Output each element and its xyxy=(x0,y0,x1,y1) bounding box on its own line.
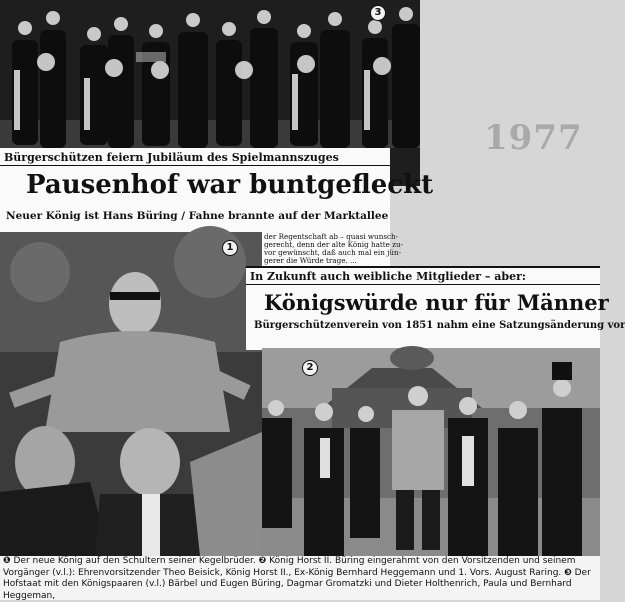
article-one-subhead: Neuer König ist Hans Büring / Fahne brannte auf der Marktallee xyxy=(6,210,389,222)
article-one-snippet xyxy=(262,232,404,268)
article-one-kicker: Bürgerschützen feiern Jubiläum des Spielmannszuges xyxy=(4,151,339,164)
caption-number-2: ❷ xyxy=(258,556,267,566)
king-shoulders-photo xyxy=(0,232,262,556)
caption-text-1: Der neue König auf den Schultern seiner Kegelbrüder. xyxy=(10,556,259,566)
photo-number-2: 2 xyxy=(302,360,318,376)
snippet-line-4: gerer die Würde trage. ... xyxy=(264,256,357,265)
kicker-rule-two xyxy=(246,284,600,285)
article-two-kicker: In Zukunft auch weibliche Mitglieder – aber: xyxy=(250,270,526,283)
kicker-rule xyxy=(0,165,390,166)
snippet-line-3: vor gewünscht, daß auch mal ein jün- xyxy=(264,248,402,257)
caption-number-3: ❸ xyxy=(564,567,572,578)
photo-number-3: 3 xyxy=(370,5,386,21)
court-photo-image xyxy=(0,0,420,148)
snippet-line-2: gerecht, denn der alte König hatte zu- xyxy=(264,240,404,249)
photo-number-1: 1 xyxy=(222,240,238,256)
caption-number-1: ❶ xyxy=(3,556,11,566)
king-chairmen-image xyxy=(262,348,600,556)
year-label: 1977 xyxy=(484,118,583,158)
article-two-headline: Königswürde nur für Männer xyxy=(264,290,609,315)
king-shoulders-image xyxy=(0,232,262,556)
article-two-subhead: Bürgerschützenverein von 1851 nahm eine Satzungsänderung vor xyxy=(254,320,625,331)
photo-caption xyxy=(0,556,600,600)
caption-text-2: König Horst II. Büring eingerahmt von den Vorsitzenden und seinem Vorgänger (v.l.): Ehrenvorsitzender Theo Beisick, König Horst II., Ex-König Bernhard Heggemann und 1. Vors. August Raring. xyxy=(3,556,576,578)
article-two-clipping xyxy=(246,266,625,350)
article-one-clipping xyxy=(0,148,434,232)
snippet-line-1: der Regentschaft ab – quasi wunsch- xyxy=(264,232,399,241)
article-one-headline: Pausenhof war buntgefleckt xyxy=(26,170,434,200)
caption-text-3: Der Hofstaat mit den Königspaaren (v.l.) Bärbel und Eugen Büring, Dagmar Gromatzki und Dieter Holthenrich, Paula und Bernhard Heggeman, xyxy=(3,567,591,601)
court-photo xyxy=(0,0,420,148)
king-chairmen-photo xyxy=(262,348,600,556)
